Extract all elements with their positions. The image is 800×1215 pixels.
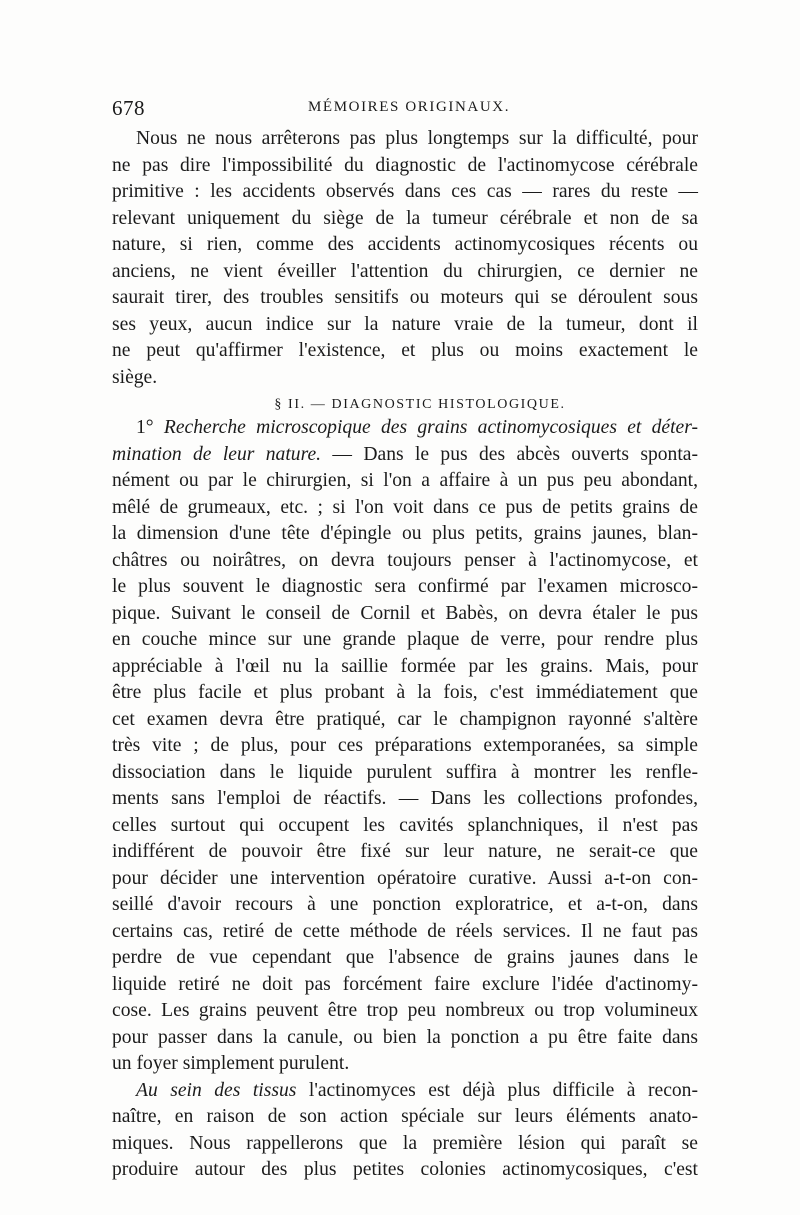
page-number: 678 xyxy=(112,96,145,120)
text-line: seillé d'avoir recours à une ponction exploratrice, et a-t-on, dans xyxy=(112,894,698,915)
text-line xyxy=(112,415,698,442)
text-line: le plus souvent le diagnostic sera confirmé par l'examen microsco- xyxy=(112,576,698,597)
subsection-title: Recherche microscopique des grains actinomycosiques et déter- xyxy=(163,417,698,438)
text-line: la dimension d'une tête d'épingle ou plus petits, grains jaunes, blan- xyxy=(112,523,698,544)
subsection-title-continued: mination de leur nature. xyxy=(112,443,322,465)
text-line: nément ou par le chirurgien, si l'on a affaire à un pus peu abondant, xyxy=(112,470,698,491)
text-line: être plus facile et plus probant à la fois, c'est immédiatement que xyxy=(112,682,698,703)
text-line: pique. Suivant le conseil de Cornil et Babès, on devra étaler le pus xyxy=(112,602,698,624)
text-line: cet examen devra être pratiqué, car le champignon rayonné s'altère xyxy=(112,708,698,730)
list-number: 1° xyxy=(136,417,164,438)
text-line: dissociation dans le liquide purulent suffira à montrer les renfle- xyxy=(112,761,698,783)
text-line: cose. Les grains peuvent être trop peu nombreux ou trop volumineux xyxy=(112,1000,698,1021)
text-line xyxy=(112,442,698,469)
text-line: anciens, ne vient éveiller l'attention du chirurgien, ce dernier ne xyxy=(112,260,698,282)
italic-phrase: Au sein des tissus xyxy=(136,1079,297,1101)
text-line: pour passer dans la canule, ou bien la ponction a pu être faite dans xyxy=(112,1026,698,1048)
text-line: mêlé de grumeaux, etc. ; si l'on voit dans ce pus de petits grains de xyxy=(112,496,698,518)
text-line: relevant uniquement du siège de la tumeur cérébrale et non de sa xyxy=(112,207,698,229)
text-line: appréciable à l'œil nu la saillie formée par les grains. Mais, pour xyxy=(112,655,698,677)
text-line: châtres ou noirâtres, on devra toujours penser à l'actinomycose, et xyxy=(112,549,698,571)
text-line: liquide retiré ne doit pas forcément faire exclure l'idée d'actinomy- xyxy=(112,973,698,995)
text-line: celles surtout qui occupent les cavités splanchniques, il n'est pas xyxy=(112,814,698,836)
text-line: très vite ; de plus, pour ces préparations extemporanées, sa simple xyxy=(112,735,698,756)
text-line: en couche mince sur une grande plaque de verre, pour rendre plus xyxy=(112,629,698,650)
text-line: certains cas, retiré de cette méthode de réels services. Il ne faut pas xyxy=(112,920,698,942)
text-line: primitive : les accidents observés dans ces cas — rares du reste — xyxy=(112,181,698,202)
text-line: saurait tirer, des troubles sensitifs ou moteurs qui se déroulent sous xyxy=(112,287,698,308)
text-line: ments sans l'emploi de réactifs. — Dans les collections profondes, xyxy=(112,788,698,809)
text-line: Nous ne nous arrêterons pas plus longtemps sur la difficulté, pour xyxy=(136,128,698,149)
text-line: ne pas dire l'impossibilité du diagnostic de l'actinomycose cérébrale xyxy=(112,154,698,176)
text-line: perdre de vue cependant que l'absence de grains jaunes dans le xyxy=(112,947,698,968)
text-line: un foyer simplement purulent. xyxy=(112,1053,350,1074)
text-line: indifférent de pouvoir être fixé sur leur nature, ne serait-ce que xyxy=(112,841,698,862)
section-heading: § II. — DIAGNOSTIC HISTOLOGIQUE. xyxy=(274,397,566,412)
running-head xyxy=(112,96,704,120)
text-line: miques. Nous rappellerons que la première lésion qui paraît se xyxy=(112,1132,698,1154)
body-text xyxy=(112,126,698,1184)
text-run: l'actinomyces est déjà plus difficile à recon- xyxy=(296,1079,699,1101)
text-line: pour décider une intervention opératoire curative. Aussi a-t-on con- xyxy=(112,867,698,889)
text-line: nature, si rien, comme des accidents actinomycosiques récents ou xyxy=(112,234,698,255)
text-line: siège. xyxy=(112,366,158,388)
text-line: ne peut qu'affirmer l'existence, et plus ou moins exactement le xyxy=(112,340,698,361)
text-run: — Dans le pus des abcès ouverts sponta- xyxy=(321,443,699,465)
text-line: ses yeux, aucun indice sur la nature vraie de la tumeur, dont il xyxy=(112,313,698,335)
running-title: MÉMOIRES ORIGINAUX. xyxy=(308,99,511,115)
text-line: produire autour des plus petites colonies actinomycosiques, c'est xyxy=(112,1159,698,1180)
text-line: naître, en raison de son action spéciale sur leurs éléments anato- xyxy=(112,1106,698,1127)
text-line xyxy=(112,1078,698,1105)
